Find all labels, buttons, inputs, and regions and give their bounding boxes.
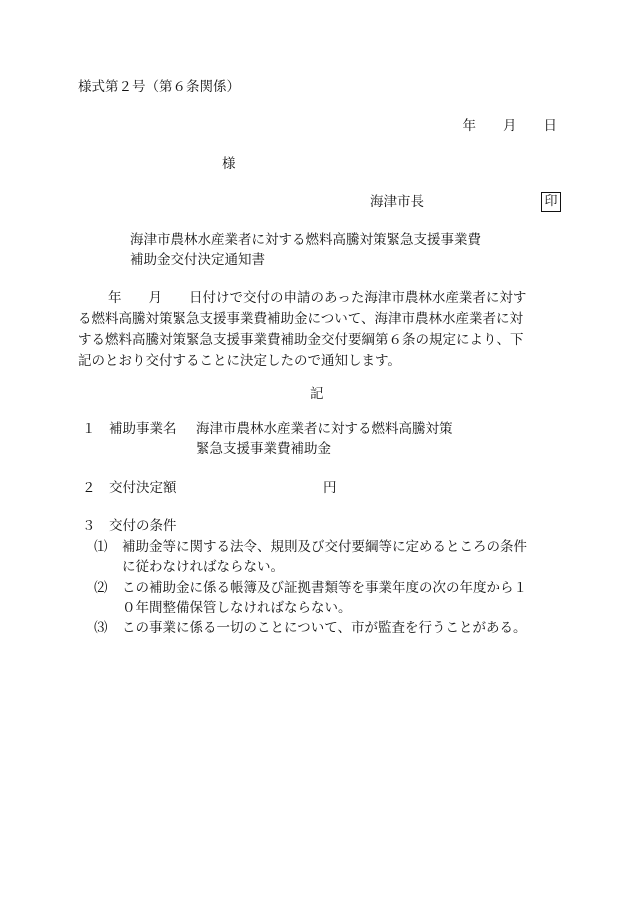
item-1-label: １ 補助事業名 bbox=[82, 421, 177, 437]
condition-1-line-2: に従わなければならない。 bbox=[122, 559, 284, 575]
body-text-line-4: 記のとおり交付することに決定したので通知します。 bbox=[78, 353, 401, 369]
item-2-value: 円 bbox=[323, 480, 337, 496]
addressee-suffix: 様 bbox=[222, 156, 236, 172]
date-month: 月 bbox=[503, 118, 517, 134]
date-day: 日 bbox=[543, 118, 557, 134]
item-2-label: ２ 交付決定額 bbox=[82, 480, 177, 496]
issuer-name: 海津市長 bbox=[370, 194, 424, 210]
date-year: 年 bbox=[462, 118, 476, 134]
body-text-line-3: する燃料高騰対策緊急支援事業費補助金交付要綱第６条の規定により、下 bbox=[78, 332, 524, 348]
item-3-label: ３ 交付の条件 bbox=[82, 518, 177, 534]
ki-heading: 記 bbox=[310, 386, 324, 402]
body-text-line-2: る燃料高騰対策緊急支援事業費補助金について、海津市農林水産業者に対 bbox=[78, 311, 523, 327]
condition-1-line-1: 補助金等に関する法令、規則及び交付要綱等に定めるところの条件 bbox=[122, 539, 527, 555]
condition-1-number: ⑴ bbox=[94, 539, 108, 555]
condition-3-line-1: この事業に係る一切のことについて、市が監査を行うことがある。 bbox=[122, 620, 527, 636]
date-line bbox=[463, 120, 558, 134]
item-1-value-line-1: 海津市農林水産業者に対する燃料高騰対策 bbox=[196, 421, 453, 437]
condition-3-number: ⑶ bbox=[94, 620, 108, 636]
document-title-line-1: 海津市農林水産業者に対する燃料高騰対策緊急支援事業費 bbox=[130, 232, 481, 248]
condition-2-number: ⑵ bbox=[94, 580, 108, 596]
form-number: 様式第２号（第６条関係） bbox=[78, 79, 240, 95]
condition-2-line-1: この補助金に係る帳簿及び証拠書類等を事業年度の次の年度から１ bbox=[122, 580, 527, 596]
document-title-line-2: 補助金交付決定通知書 bbox=[130, 252, 265, 268]
seal-mark: 印 bbox=[541, 192, 561, 212]
item-1-value-line-2: 緊急支援事業費補助金 bbox=[196, 441, 331, 457]
body-text-line-1: 年 月 日付けで交付の申請のあった海津市農林水産業者に対す bbox=[108, 290, 527, 306]
condition-2-line-2: ０年間整備保管しなければならない。 bbox=[122, 600, 352, 616]
